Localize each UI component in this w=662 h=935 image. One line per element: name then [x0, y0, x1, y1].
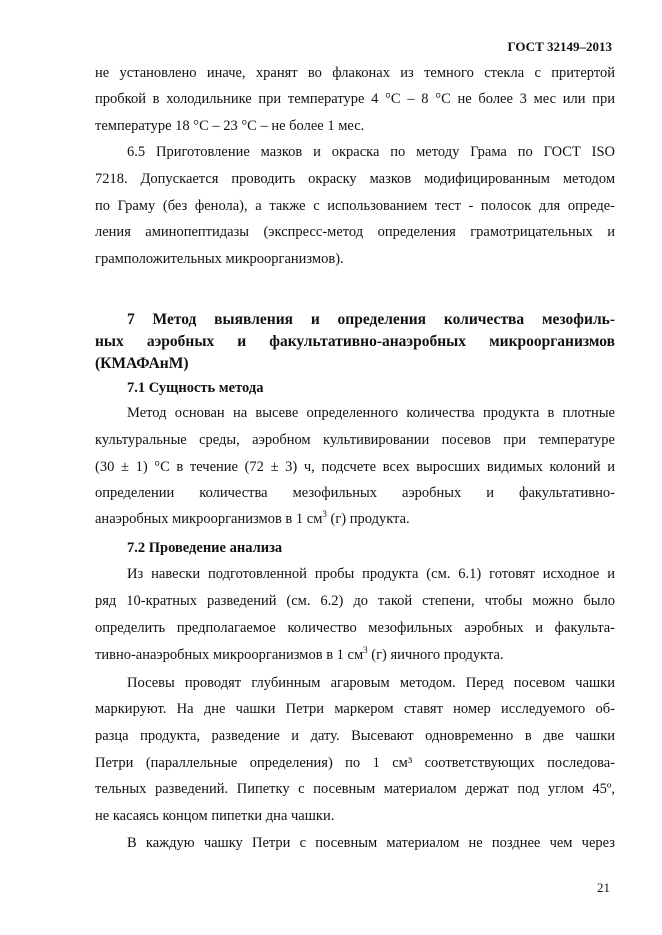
section-heading-line: (КМАФАнМ)	[95, 355, 189, 372]
text-line: Посевы проводят глубинным агаровым методом. Перед посевом чашки	[127, 675, 615, 691]
standard-designation: ГОСТ 32149–2013	[507, 39, 612, 54]
text-line: Метод основан на высеве определенного количества продукта в плотные	[127, 405, 615, 421]
text-line: маркируют. На дне чашки Петри маркером ставят номер исследуемого об-	[95, 701, 615, 717]
text-line: 7218. Допускается проводить окраску мазков модифицированным методом	[95, 171, 615, 187]
text-fragment: (г) яичного продукта.	[367, 647, 504, 663]
text-fragment: (г) продукта.	[326, 511, 410, 527]
text-line: культуральные среды, аэробном культивировании посевов при температуре	[95, 432, 615, 448]
text-line: определить предполагаемое количество мезофильных аэробных и факульта-	[95, 620, 615, 636]
section-heading-line: 7 Метод выявления и определения количества мезофиль-	[127, 311, 615, 328]
text-line: не касаясь концом пипетки дна чашки.	[95, 808, 335, 824]
subsection-heading: 7.1 Сущность метода	[127, 380, 264, 396]
superscript: 3	[363, 645, 368, 655]
text-fragment: тивно-анаэробных микроорганизмов в 1 см	[95, 647, 364, 663]
page-number: 21	[597, 880, 610, 895]
text-line: грамположительных микроорганизмов).	[95, 251, 344, 267]
text-line: пробкой в холодильнике при температуре 4 °С – 8 °С не более 3 мес или при	[95, 91, 615, 107]
text-line: В каждую чашку Петри с посевным материалом не позднее чем через	[127, 835, 615, 851]
text-line	[95, 507, 615, 531]
text-line: ления аминопептидазы (экспресс-метод определения грамотрицательных и	[95, 224, 615, 240]
text-line: Из навески подготовленной пробы продукта (см. 6.1) готовят исходное и	[127, 566, 615, 582]
text-line: по Граму (без фенола), а также с использованием тест - полосок для опреде-	[95, 198, 615, 214]
superscript: 3	[322, 509, 327, 519]
text-fragment: анаэробных микроорганизмов в 1 см	[95, 511, 323, 527]
text-line: тельных разведений. Пипетку с посевным материалом держат под углом 45º,	[95, 781, 615, 797]
subsection-heading: 7.2 Проведение анализа	[127, 540, 283, 556]
text-line: Петри (параллельные определения) по 1 см³ соответствующих последова-	[95, 755, 615, 771]
text-line: определении количества мезофильных аэробных и факультативно-	[95, 485, 615, 501]
text-line	[95, 643, 615, 667]
text-line: 6.5 Приготовление мазков и окраска по методу Грама по ГОСТ ISO	[127, 144, 615, 160]
text-line: температуре 18 °С – 23 °С – не более 1 мес.	[95, 118, 365, 134]
section-heading-line: ных аэробных и факультативно-анаэробных микроорганизмов	[95, 333, 615, 350]
text-line: (30 ± 1) °С в течение (72 ± 3) ч, подсчете всех выросших видимых колоний и	[95, 459, 615, 475]
text-line: ряд 10-кратных разведений (см. 6.2) до такой степени, чтобы можно было	[95, 593, 615, 609]
text-line: не установлено иначе, хранят во флаконах из темного стекла с притертой	[95, 65, 615, 81]
text-line: разца продукта, разведение и дату. Высевают одновременно в две чашки	[95, 728, 615, 744]
